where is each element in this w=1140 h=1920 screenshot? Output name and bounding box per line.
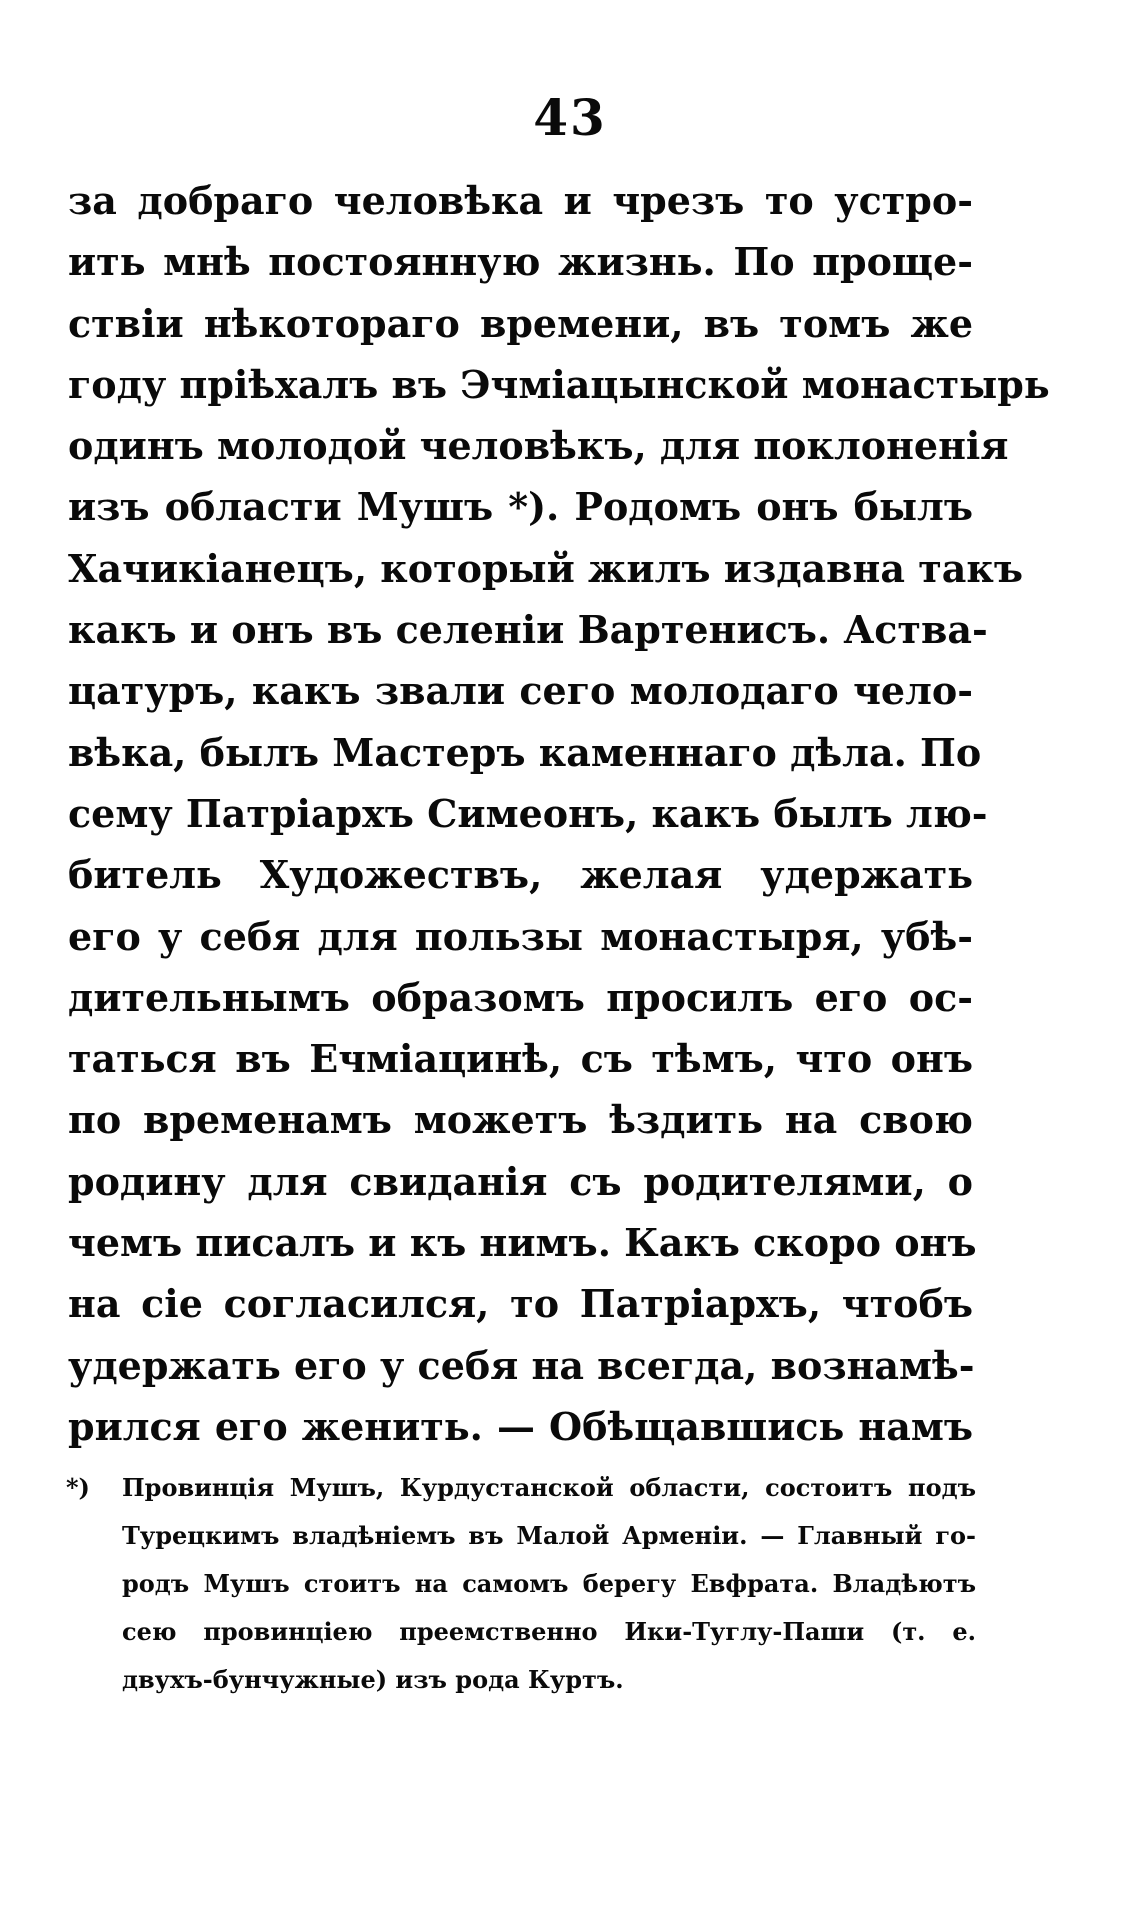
body-line: на сіе согласился, то Патріархъ, чтобъ (68, 1281, 973, 1327)
body-line: таться въ Ечміацинѣ, съ тѣмъ, что онъ (68, 1036, 973, 1082)
body-line: родину для свиданія съ родителями, о (68, 1158, 973, 1204)
body-line: по временамъ можетъ ѣздить на свою (68, 1097, 973, 1143)
footnote-line: сею провинціею преемственно Ики-Туглу-Паши (т. е. (122, 1617, 976, 1646)
body-line: рился его женить. — Обѣщавшись намъ (68, 1403, 973, 1449)
footnote-line: Турецкимъ владѣніемъ въ Малой Арменіи. — Главный го- (122, 1521, 976, 1550)
footnote-marker: *) (66, 1473, 90, 1502)
footnote-text: Провинція Мушъ, Курдустанской области, состоитъ подъ (122, 1473, 976, 1502)
body-line: за добраго человѣка и чрезъ то устро- (68, 178, 973, 223)
page-number: 43 (533, 88, 607, 147)
body-line: ить мнѣ постоянную жизнь. По проще- (68, 239, 973, 285)
body-line: какъ и онъ въ селеніи Вартенисъ. Аства- (68, 607, 988, 653)
footnote-line: двухъ-бунчужные) изъ рода Куртъ. (122, 1665, 624, 1694)
footnote-line: родъ Мушъ стоитъ на самомъ берегу Евфрата. Владѣютъ (122, 1569, 976, 1598)
body-line: ствіи нѣкотораго времени, въ томъ же (68, 300, 973, 346)
body-line: битель Художествъ, желая удержать (68, 852, 973, 898)
body-line: сему Патріархъ Симеонъ, какъ былъ лю- (68, 790, 988, 836)
body-line: чемъ писалъ и къ нимъ. Какъ скоро онъ (68, 1220, 977, 1266)
body-line: Хачикіанецъ, который жилъ издавна такъ (68, 545, 1023, 591)
body-line: его у себя для пользы монастыря, убѣ- (68, 913, 973, 959)
footnote-line (66, 1464, 976, 1512)
body-line: изъ области Мушъ *). Родомъ онъ былъ (68, 484, 973, 530)
footnote (66, 1464, 976, 1704)
body-line: дительнымъ образомъ просилъ его ос- (68, 974, 973, 1020)
body-line: удержать его у себя на всегда, вознамѣ- (68, 1342, 975, 1388)
body-line: цатуръ, какъ звали сего молодаго чело- (68, 668, 973, 714)
body-line: году пріѣхалъ въ Эчміацынской монастырь (68, 361, 1050, 407)
body-line: вѣка, былъ Мастеръ каменнаго дѣла. По (68, 729, 982, 775)
body-line: одинъ молодой человѣкъ, для поклоненія (68, 423, 1009, 469)
body-text (68, 170, 1050, 1457)
